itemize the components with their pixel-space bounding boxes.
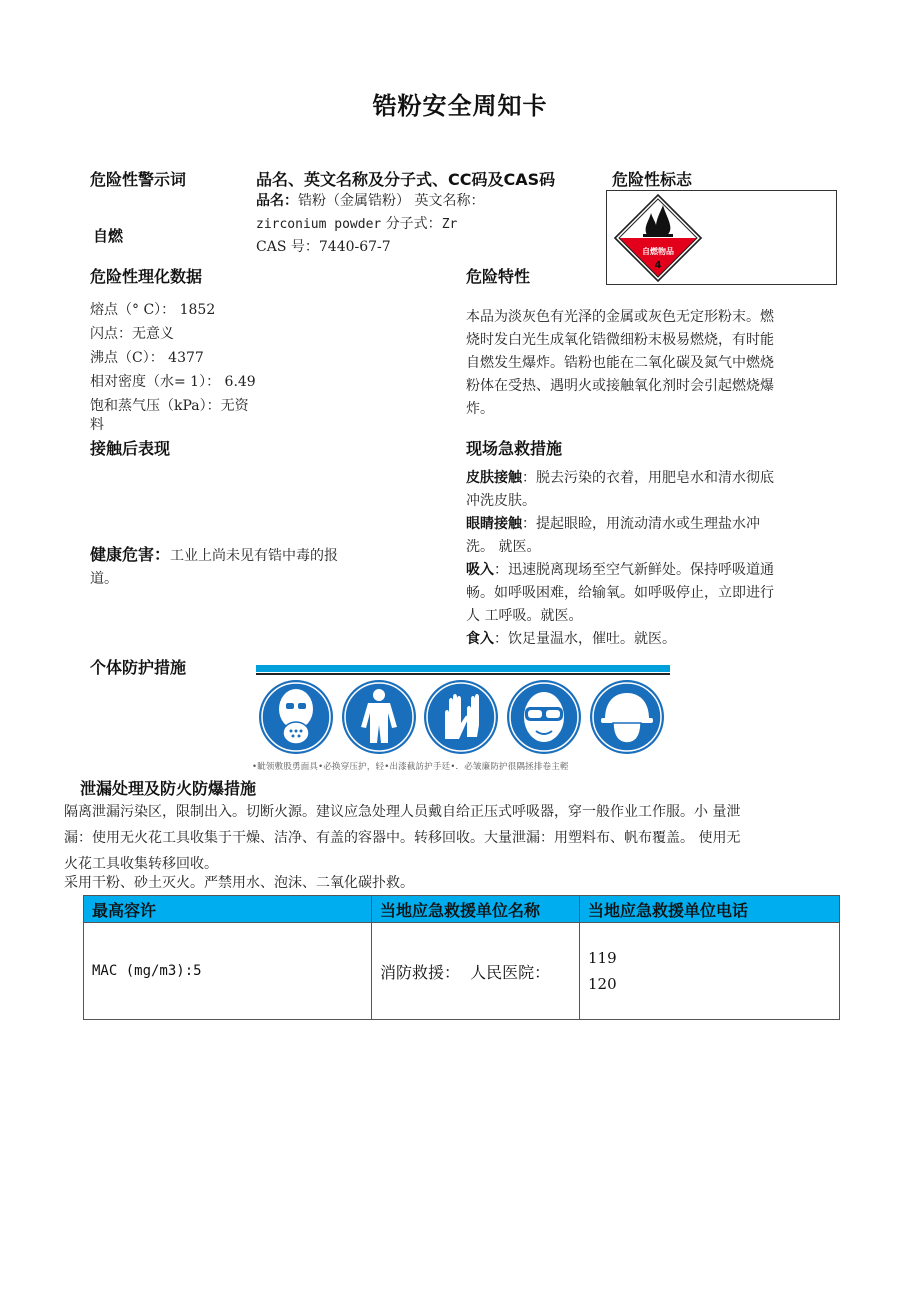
inhale-line: 人 工呼吸。就医。 [466, 608, 583, 624]
inhale-line: 畅。如呼吸困难，给输氧。如呼吸停止，立即进行 [466, 585, 774, 601]
physchem-line: 闪点：无意义 [90, 326, 174, 342]
hazard-props-line: 烧时发白光生成氧化锆微细粉末极易燃烧，有时能 [466, 332, 774, 348]
identity-block [256, 190, 596, 259]
physchem-line: 熔点（° C）： 1852 [90, 302, 216, 318]
health-label: 健康危害： [90, 545, 171, 564]
name-value: 锆粉（金属锆粉） [298, 193, 410, 209]
warning-word-heading: 危险性警示词 [90, 170, 187, 189]
en-value: zirconium powder [256, 217, 382, 232]
spill-line: 火花工具收集转移回收。 [64, 856, 218, 872]
formula-value: Zr [441, 217, 458, 232]
ingest-label: 食入 [466, 631, 494, 647]
ppe-caption: •眦领敷股勇面具•必换穿压护，轻•出漆截訪护手廷•．必皱廉防护很隅拯排卷主輕 [252, 762, 569, 772]
name-label: 品名： [256, 193, 298, 209]
spill-text [64, 799, 866, 877]
physchem-line: 料 [90, 417, 104, 433]
cas-label: CAS 号： [256, 239, 319, 255]
first-aid-heading: 现场急救措施 [466, 439, 563, 458]
physchem-line: 饱和蒸气压（kPa）：无资 [90, 398, 249, 414]
sign-text-2: 4 [654, 260, 662, 271]
physchem-list [90, 298, 300, 432]
physchem-line: 相对密度（水= 1）： 6.49 [90, 374, 256, 390]
first-aid-text [466, 467, 836, 651]
page-title: 锆粉安全周知卡 [372, 92, 548, 120]
ppe-heading: 个体防护措施 [90, 658, 187, 677]
skin-line: ：脱去污染的衣着，用肥皂水和清水彻底 [522, 470, 774, 486]
col-header-mac: 最高容许 [84, 896, 372, 923]
hazard-props-line: 炸。 [466, 401, 494, 417]
hazard-symbol-box [606, 190, 837, 285]
cas-value: 7440-67-7 [318, 239, 391, 255]
hazard-props-text [466, 306, 836, 421]
phone-fire: 119 [588, 949, 617, 967]
formula-label: 分子式： [385, 216, 442, 232]
gas-mask-icon [258, 679, 334, 755]
ppe-bar-line [256, 673, 670, 675]
spill-heading: 泄漏处理及防火防爆措施 [80, 779, 257, 798]
hazard-props-line: 粉体在受热、遇明火或接触氧化剂时会引起燃烧爆 [466, 378, 774, 394]
eye-label: 眼睛接触 [466, 516, 522, 532]
gloves-icon [423, 679, 499, 755]
fire-text: 采用干粉、砂土灭火。严禁用水、泡沫、二氧化碳扑救。 [64, 875, 414, 891]
phone-hospital: 120 [588, 975, 617, 993]
emergency-table [83, 895, 840, 1020]
helmet-icon [589, 679, 665, 755]
col-header-unit-phone: 当地应急救援单位电话 [580, 896, 840, 923]
eye-line: 洗。 就医。 [466, 539, 541, 555]
table-header-row [84, 896, 840, 923]
spontaneous-combustion-diamond-icon [607, 191, 835, 283]
ppe-bar [256, 665, 670, 672]
hazard-props-line: 自燃发生爆炸。锆粉也能在二氧化碳及氮气中燃烧 [466, 355, 774, 371]
health-line: 工业上尚未见有锆中毒的报 [170, 548, 339, 564]
warning-word-value: 自燃 [93, 227, 124, 245]
inhale-label: 吸入 [466, 562, 494, 578]
inhale-line: ：迅速脱离现场至空气新鲜处。保持呼吸道通 [494, 562, 774, 578]
en-label: 英文名称： [414, 193, 485, 209]
hazard-props-line: 本品为淡灰色有光泽的金属或灰色无定形粉末。燃 [466, 309, 774, 325]
skin-line: 冲洗皮肤。 [466, 493, 536, 509]
skin-label: 皮肤接触 [466, 470, 522, 486]
col-header-unit-name: 当地应急救援单位名称 [372, 896, 580, 923]
health-hazard [90, 543, 390, 591]
identity-heading: 品名、英文名称及分子式、CC码及CAS码 [256, 170, 556, 189]
hazard-symbol-heading: 危险性标志 [612, 170, 693, 189]
health-line: 道。 [90, 571, 118, 587]
table-row [84, 923, 840, 1020]
units-cell: 消防救援： 人民医院： [372, 923, 580, 1020]
physchem-line: 沸点（C）： 4377 [90, 350, 204, 366]
sign-text-1: 自燃物品 [642, 247, 674, 256]
spill-line: 隔离泄漏污染区，限制出入。切断火源。建议应急处理人员戴自给正压式呼吸器，穿一般作业工作服。小 量泄 [64, 804, 741, 820]
ingest-text: ：饮足量温水，催吐。就医。 [494, 631, 676, 647]
mac-cell: MAC (mg/m3):5 [84, 923, 372, 1020]
hazard-props-heading: 危险特性 [466, 267, 531, 286]
protective-suit-icon [341, 679, 417, 755]
goggles-icon [506, 679, 582, 755]
exposure-heading: 接触后表现 [90, 439, 171, 458]
physchem-heading: 危险性理化数据 [90, 267, 203, 286]
eye-line: ：提起眼睑，用流动清水或生理盐水冲 [522, 516, 760, 532]
phone-cell [580, 923, 840, 1020]
spill-line: 漏：使用无火花工具收集于干燥、洁净、有盖的容器中。转移回收。大量泄漏：用塑料布、帆布覆盖。 使用无 [64, 830, 741, 846]
